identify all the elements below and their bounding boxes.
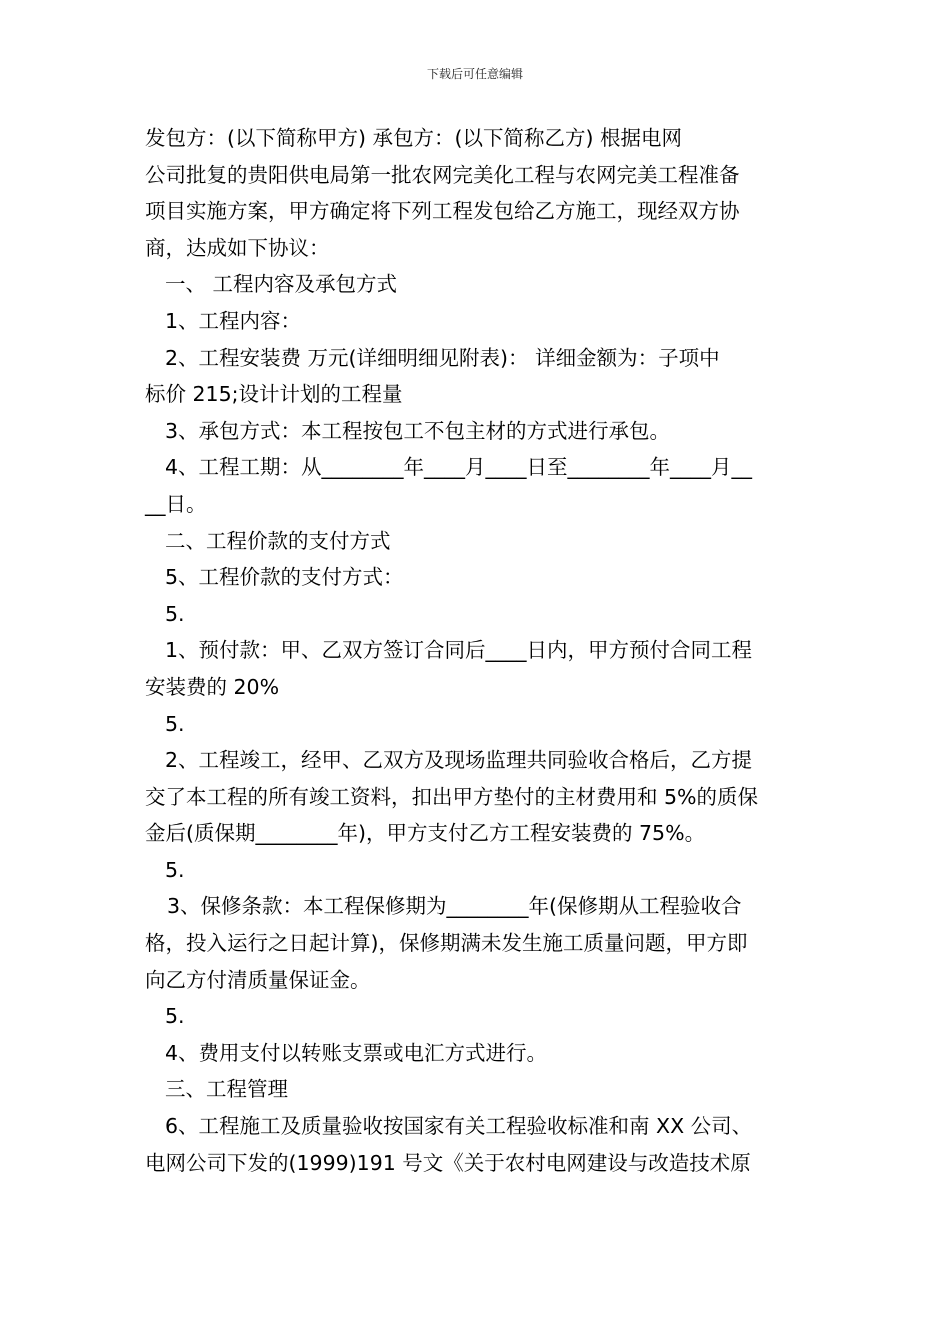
body-line: 5.	[165, 711, 185, 736]
body-line: 4、工程工期：从________年____月____日至________年____月__	[165, 455, 753, 480]
section-heading: 二、工程价款的支付方式	[165, 528, 391, 553]
page-header: 下载后可任意编辑	[426, 67, 523, 81]
body-line: 发包方：(以下简称甲方) 承包方：(以下简称乙方) 根据电网	[145, 126, 683, 150]
body-line: 格，投入运行之日起计算)，保修期满未发生施工质量问题，甲方即	[145, 931, 748, 956]
body-line: 1、预付款：甲、乙双方签订合同后____日内，甲方预付合同工程	[165, 638, 753, 663]
body-line: 电网公司下发的(1999)191 号文《关于农村电网建设与改造技术原	[145, 1150, 751, 1175]
body-line: 5.	[165, 857, 185, 882]
body-line: 5、工程价款的支付方式：	[165, 565, 404, 590]
section-heading: 三、工程管理	[165, 1077, 288, 1102]
body-line: 3、保修条款：本工程保修期为________年(保修期从工程验收合	[167, 894, 742, 919]
body-line: 项目实施方案，甲方确定将下列工程发包给乙方施工，现经双方协	[145, 199, 740, 224]
body-line: 4、费用支付以转账支票或电汇方式进行。	[165, 1040, 548, 1065]
body-line: 6、工程施工及质量验收按国家有关工程验收标准和南 XX 公司、	[165, 1114, 753, 1139]
document-body	[145, 120, 810, 1181]
body-line: 5.	[165, 1004, 185, 1029]
body-line: 公司批复的贵阳供电局第一批农网完美化工程与农网完美工程准备	[145, 162, 740, 187]
body-line: 3、承包方式：本工程按包工不包主材的方式进行承包。	[165, 418, 671, 443]
body-line: 2、工程竣工，经甲、乙双方及现场监理共同验收合格后，乙方提	[165, 748, 753, 773]
body-line: 1、工程内容：	[165, 308, 302, 333]
body-line: 2、工程安装费 万元(详细明细见附表)： 详细金额为：子项中	[165, 345, 720, 370]
body-line: 安装费的 20%	[145, 674, 280, 699]
section-heading: 一、 工程内容及承包方式	[165, 272, 398, 297]
body-line: 向乙方付清质量保证金。	[145, 967, 371, 992]
body-line: 交了本工程的所有竣工资料，扣出甲方垫付的主材费用和 5%的质保	[145, 784, 759, 809]
body-line: 标价 215;设计计划的工程量	[145, 382, 403, 407]
body-line: __日。	[145, 491, 207, 516]
body-line: 金后(质保期________年)，甲方支付乙方工程安装费的 75%。	[145, 821, 706, 846]
body-line: 商，达成如下协议：	[145, 235, 330, 260]
body-line: 5.	[165, 601, 185, 626]
